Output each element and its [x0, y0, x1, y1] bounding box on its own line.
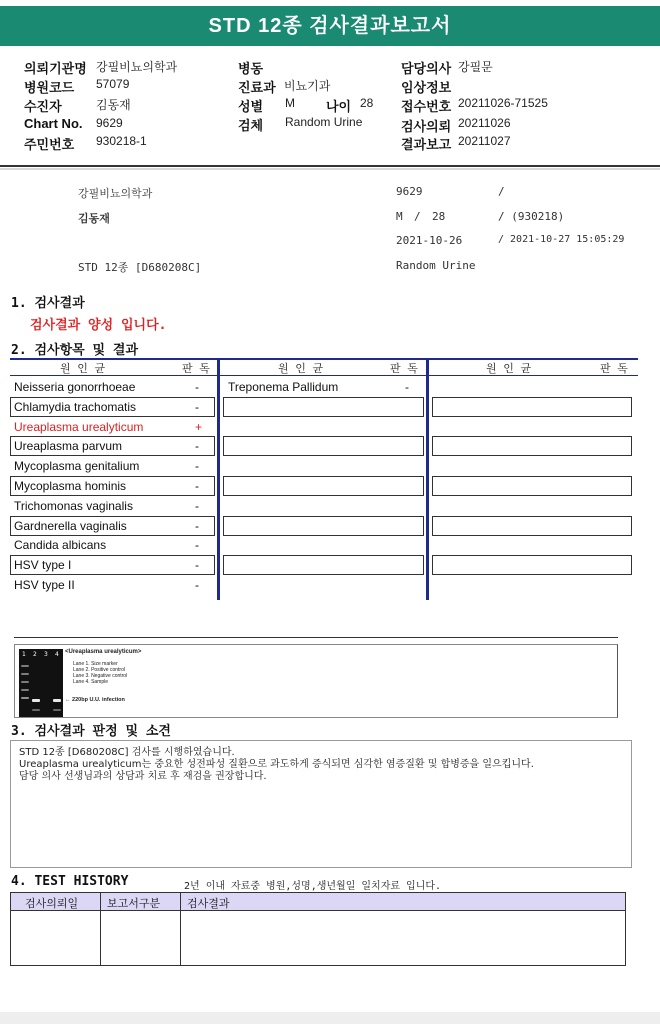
summary-test-code: STD 12종 [D680208C]: [78, 261, 202, 274]
gel-image-frame: [14, 637, 618, 719]
clinic-label: 의뢰기관명: [24, 61, 87, 76]
history-header-row: [11, 893, 625, 911]
department-value: 비뇨기과: [284, 79, 331, 93]
empty-result-box: [223, 555, 424, 575]
resident-no-value: 930218-1: [96, 134, 147, 148]
receipt-no-label: 접수번호: [401, 99, 452, 114]
empty-result-box: [223, 436, 424, 456]
sex-label: 성별: [238, 99, 264, 114]
age-value: 28: [360, 96, 374, 110]
col-header-pathogen-3: 원 인 균: [486, 362, 532, 375]
doctor-label: 담당의사: [401, 61, 452, 76]
pathogen-name: Chlamydia trachomatis: [14, 399, 137, 414]
history-col-request-date: 검사의뢰일: [25, 897, 79, 910]
results-table: [10, 358, 638, 600]
gel-legend-item: Lane 4. Sample: [73, 679, 109, 685]
pathogen-name: Mycoplasma hominis: [14, 479, 127, 493]
summary-sep: /: [414, 210, 421, 223]
resident-no-label: 주민번호: [24, 137, 75, 152]
pathogen-name: HSV type I: [14, 558, 72, 573]
empty-result-box: [223, 476, 424, 496]
gel-lane-number: 2: [33, 651, 37, 658]
empty-result-box: [432, 476, 632, 496]
report-date-value: 20211027: [458, 134, 511, 148]
pathogen-result-positive: +: [195, 419, 203, 434]
pathogen-result: -: [195, 439, 199, 454]
empty-result-box: [223, 516, 424, 536]
col-header-judgement-3: 판 독: [600, 362, 628, 375]
gel-band: [53, 699, 61, 702]
summary-report-date: / 2021-10-27 15:05:29: [498, 234, 625, 245]
history-col-result: 검사결과: [187, 897, 230, 910]
summary-age: 28: [432, 210, 446, 223]
col-header-pathogen-2: 원 인 균: [278, 362, 324, 375]
ward-label: 병동: [238, 61, 264, 76]
header-divider-shadow: [0, 168, 660, 170]
footer-strip: [0, 1012, 660, 1024]
summary-patient: 김동재: [78, 212, 110, 225]
section2-title: 2. 검사항목 및 결과: [11, 343, 139, 358]
gel-band: [21, 681, 29, 683]
pathogen-result: -: [195, 518, 199, 533]
col-header-pathogen-1: 원 인 균: [60, 362, 106, 375]
pathogen-name: Treponema Pallidum: [228, 380, 339, 394]
clinic-value: 강필비뇨의학과: [96, 60, 178, 74]
pathogen-name: Mycoplasma genitalium: [14, 459, 140, 474]
gel-legend-item: Lane 2. Positive control: [73, 667, 125, 673]
empty-result-box: [432, 397, 632, 417]
col-header-judgement-1: 판 독: [182, 362, 210, 375]
empty-result-box: [432, 377, 632, 397]
gel-image-panel: [14, 644, 618, 718]
pathogen-result: -: [195, 399, 199, 414]
pathogen-result: -: [195, 558, 199, 573]
summary-specimen: Random Urine: [396, 259, 476, 272]
column-divider-1: [217, 358, 220, 600]
gel-band: [21, 665, 29, 667]
gel-band-label: ← 220bp U.U. infection: [65, 697, 125, 703]
gel-lane-number: 1: [22, 651, 26, 658]
summary-request-date: 2021-10-26: [396, 234, 463, 247]
history-col-report-type: 보고서구분: [107, 897, 161, 910]
pathogen-name: Neisseria gonorrhoeae: [14, 380, 136, 394]
gel-band: [32, 699, 40, 702]
pathogen-result: -: [195, 498, 199, 513]
section1-title: 1. 검사결과: [11, 296, 85, 311]
request-date-label: 검사의뢰: [401, 119, 452, 134]
hospital-code-value: 57079: [96, 77, 130, 91]
specimen-label: 검체: [238, 118, 264, 133]
history-column-divider: [100, 893, 101, 965]
history-note: 2년 이내 자료중 병원,성명,생년월일 일치자료 입니다.: [184, 881, 442, 892]
specimen-value: Random Urine: [285, 115, 363, 129]
column-divider-2: [426, 358, 429, 600]
opinion-box: [10, 740, 632, 868]
empty-result-box: [432, 436, 632, 456]
gel-legend-item: Lane 1. Size marker: [73, 661, 118, 667]
section3-title: 3. 검사결과 판정 및 소견: [11, 724, 171, 739]
empty-result-box: [432, 516, 632, 536]
gel-legend-item: Lane 3. Negative control: [73, 673, 128, 679]
chart-no-value: 9629: [96, 116, 123, 130]
summary-birth: / (930218): [498, 210, 565, 223]
pathogen-name: Trichomonas vaginalis: [14, 498, 133, 513]
opinion-line: 담당 의사 선생님과의 상담과 치료 후 재검을 권장합니다.: [19, 771, 267, 782]
summary-clinic: 강필비뇨의학과: [78, 187, 153, 200]
report-title: STD 12종 검사결과보고서: [0, 6, 660, 46]
col-header-judgement-2: 판 독: [390, 362, 418, 375]
request-date-value: 20211026: [458, 116, 511, 130]
empty-result-box: [223, 397, 424, 417]
pathogen-result: -: [195, 578, 199, 592]
header-divider: [0, 165, 660, 167]
pathogen-result: -: [405, 380, 409, 394]
summary-sex: M: [396, 210, 403, 223]
opinion-line: STD 12종 [D680208C] 검사를 시행하였습니다.: [19, 747, 235, 758]
age-label: 나이: [326, 99, 352, 114]
pathogen-result: -: [195, 459, 199, 474]
doctor-value: 강필문: [458, 60, 493, 74]
gel-band: [21, 673, 29, 675]
summary-slash: /: [498, 185, 505, 198]
section4-title: 4. TEST HISTORY: [11, 874, 129, 889]
pathogen-name-positive: Ureaplasma urealyticum: [14, 419, 144, 434]
gel-band: [32, 709, 40, 711]
pathogen-name: HSV type II: [14, 578, 75, 592]
pathogen-name: Ureaplasma parvum: [14, 439, 123, 454]
pathogen-result: -: [195, 380, 199, 394]
result-summary-text: 검사결과 양성 입니다.: [30, 318, 167, 333]
department-label: 진료과: [238, 80, 276, 95]
patient-value: 김동재: [96, 98, 131, 112]
pathogen-result: -: [195, 538, 199, 553]
patient-info-panel: [0, 47, 660, 165]
sex-value: M: [285, 96, 295, 110]
clinical-info-label: 임상정보: [401, 80, 452, 95]
gel-lane-number: 4: [55, 651, 59, 658]
chart-no-label: Chart No.: [24, 116, 83, 131]
test-history-table: [10, 892, 626, 966]
gel-lane-number: 3: [44, 651, 48, 658]
receipt-no-value: 20211026-71525: [458, 96, 548, 110]
opinion-line: Ureaplasma urealyticum는 중요한 성전파성 질환으로 과도하게 증식되면 심각한 염증질환 및 합병증을 일으킵니다.: [19, 759, 534, 770]
patient-label: 수진자: [24, 99, 62, 114]
gel-electrophoresis-image: [19, 649, 63, 717]
gel-band: [21, 697, 29, 699]
report-date-label: 결과보고: [401, 137, 452, 152]
empty-result-box: [432, 555, 632, 575]
pathogen-result: -: [195, 479, 199, 493]
gel-band: [21, 689, 29, 691]
summary-chart: 9629: [396, 185, 423, 198]
gel-title: <Ureaplasma urealyticum>: [65, 649, 142, 655]
pathogen-name: Gardnerella vaginalis: [14, 518, 127, 533]
history-column-divider: [180, 893, 181, 965]
hospital-code-label: 병원코드: [24, 80, 75, 95]
pathogen-name: Candida albicans: [14, 538, 107, 553]
gel-band: [53, 709, 61, 711]
